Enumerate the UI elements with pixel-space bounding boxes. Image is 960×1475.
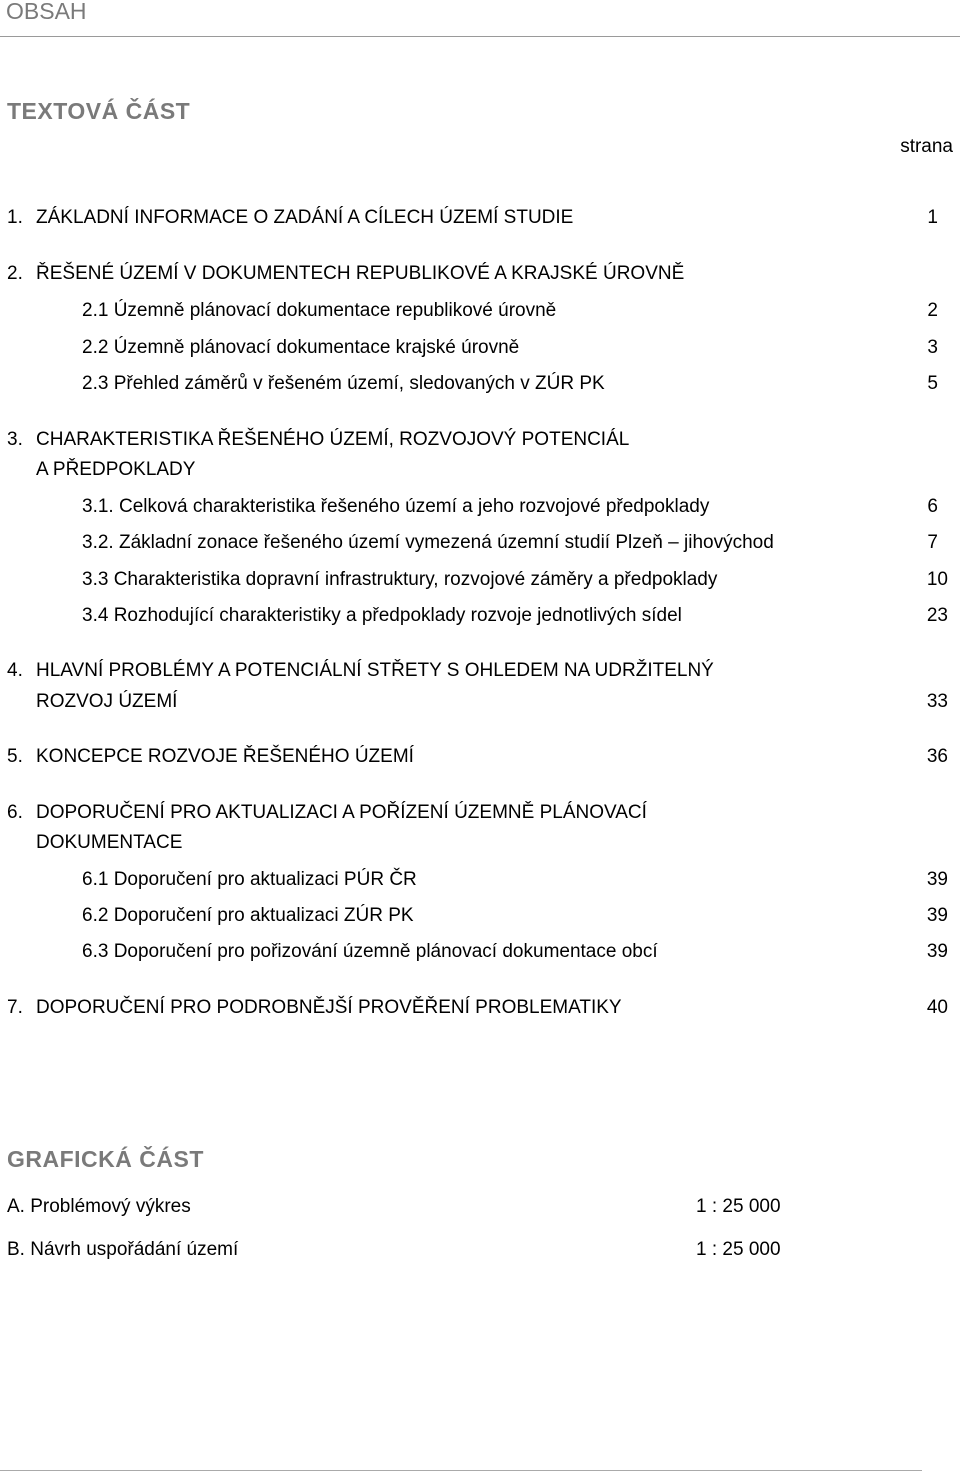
toc-entry-page: 39 xyxy=(926,941,948,962)
toc-entry-page: 40 xyxy=(926,997,948,1018)
toc-entry-page: 7 xyxy=(927,532,938,553)
toc-entry-title: 6.3 Doporučení pro pořizování územně plánovací dokumentace obcí xyxy=(82,941,658,962)
toc-entry-number: 5. xyxy=(7,746,23,767)
toc-entry-page: 23 xyxy=(926,605,948,626)
toc-subentry xyxy=(0,532,960,558)
toc-entry xyxy=(0,802,960,828)
toc-entry xyxy=(0,263,960,289)
toc-entry-page: 10 xyxy=(926,569,948,590)
toc-entry xyxy=(0,997,960,1023)
toc-entry-continuation xyxy=(0,832,960,858)
toc-entry-continuation xyxy=(0,459,960,485)
toc-entry-page: 39 xyxy=(926,869,948,890)
toc-entry-number: 4. xyxy=(7,660,23,681)
footer-divider xyxy=(0,1470,922,1471)
toc-entry-page: 36 xyxy=(926,746,948,767)
toc-entry-title: A PŘEDPOKLADY xyxy=(36,459,196,480)
toc-entry-number: 3. xyxy=(7,429,23,450)
toc-subentry xyxy=(0,605,960,631)
toc-entry-title: DOKUMENTACE xyxy=(36,832,183,853)
drawing-list-scale: 1 : 25 000 xyxy=(696,1239,781,1260)
toc-entry-title: 3.3 Charakteristika dopravní infrastruktury, rozvojové záměry a předpoklady xyxy=(82,569,718,590)
drawing-list-label: A. Problémový výkres xyxy=(7,1196,191,1217)
toc-entry-title: 3.4 Rozhodující charakteristiky a předpoklady rozvoje jednotlivých sídel xyxy=(82,605,682,626)
toc-entry-page: 2 xyxy=(927,300,938,321)
toc-entry-page: 6 xyxy=(927,496,938,517)
toc-entry-title: ŘEŠENÉ ÚZEMÍ V DOKUMENTECH REPUBLIKOVÉ A KRAJSKÉ ÚROVNĚ xyxy=(36,263,685,284)
toc-entry-title: KONCEPCE ROZVOJE ŘEŠENÉHO ÚZEMÍ xyxy=(36,746,414,767)
toc-entry xyxy=(0,746,960,772)
toc-entry-page: 3 xyxy=(927,337,938,358)
toc-entry xyxy=(0,660,960,686)
toc-entry-title: 2.3 Přehled záměrů v řešeném území, sledovaných v ZÚR PK xyxy=(82,373,605,394)
toc-entry-title: 6.1 Doporučení pro aktualizaci PÚR ČR xyxy=(82,869,417,890)
toc-entry-title: 3.2. Základní zonace řešeného území vymezená územní studií Plzeň – jihovýchod xyxy=(82,532,774,553)
toc-entry-continuation xyxy=(0,691,960,717)
toc-entry-title: HLAVNÍ PROBLÉMY A POTENCIÁLNÍ STŘETY S OHLEDEM NA UDRŽITELNÝ xyxy=(36,660,714,681)
toc-entry-title: ROZVOJ ÚZEMÍ xyxy=(36,691,178,712)
toc-entry-title: 2.2 Územně plánovací dokumentace krajské úrovně xyxy=(82,337,520,358)
page-header-title: OBSAH xyxy=(6,0,87,24)
toc-subentry xyxy=(0,373,960,399)
toc-entry xyxy=(0,207,960,233)
toc-entry-title: CHARAKTERISTIKA ŘEŠENÉHO ÚZEMÍ, ROZVOJOVÝ POTENCIÁL xyxy=(36,429,630,450)
toc-subentry xyxy=(0,905,960,931)
drawing-list-label: B. Návrh uspořádání území xyxy=(7,1239,239,1260)
drawing-list-scale: 1 : 25 000 xyxy=(696,1196,781,1217)
toc-subentry xyxy=(0,337,960,363)
toc-entry-title: DOPORUČENÍ PRO AKTUALIZACI A POŘÍZENÍ ÚZEMNĚ PLÁNOVACÍ xyxy=(36,802,647,823)
toc-subentry xyxy=(0,569,960,595)
toc-entry-number: 6. xyxy=(7,802,23,823)
toc-subentry xyxy=(0,300,960,326)
section-title-textova: TEXTOVÁ ČÁST xyxy=(7,98,191,124)
toc-entry-page: 39 xyxy=(926,905,948,926)
toc-entry-number: 1. xyxy=(7,207,23,228)
toc-entry-page: 33 xyxy=(926,691,948,712)
toc-entry-title: DOPORUČENÍ PRO PODROBNĚJŠÍ PROVĚŘENÍ PROBLEMATIKY xyxy=(36,997,622,1018)
toc-entry-title: 3.1. Celková charakteristika řešeného území a jeho rozvojové předpoklady xyxy=(82,496,710,517)
toc-entry-page: 1 xyxy=(927,207,938,228)
toc-entry-number: 7. xyxy=(7,997,23,1018)
toc-entry xyxy=(0,429,960,455)
page-column-label: strana xyxy=(900,136,953,157)
toc-entry-title: 6.2 Doporučení pro aktualizaci ZÚR PK xyxy=(82,905,414,926)
toc-subentry xyxy=(0,941,960,967)
section-title-graficka: GRAFICKÁ ČÁST xyxy=(7,1146,204,1172)
toc-entry-title: ZÁKLADNÍ INFORMACE O ZADÁNÍ A CÍLECH ÚZEMÍ STUDIE xyxy=(36,207,574,228)
toc-entry-page: 5 xyxy=(927,373,938,394)
toc-subentry xyxy=(0,869,960,895)
toc-entry-title: 2.1 Územně plánovací dokumentace republikové úrovně xyxy=(82,300,557,321)
toc-subentry xyxy=(0,496,960,522)
toc-entry-number: 2. xyxy=(7,263,23,284)
header-divider xyxy=(0,36,960,37)
